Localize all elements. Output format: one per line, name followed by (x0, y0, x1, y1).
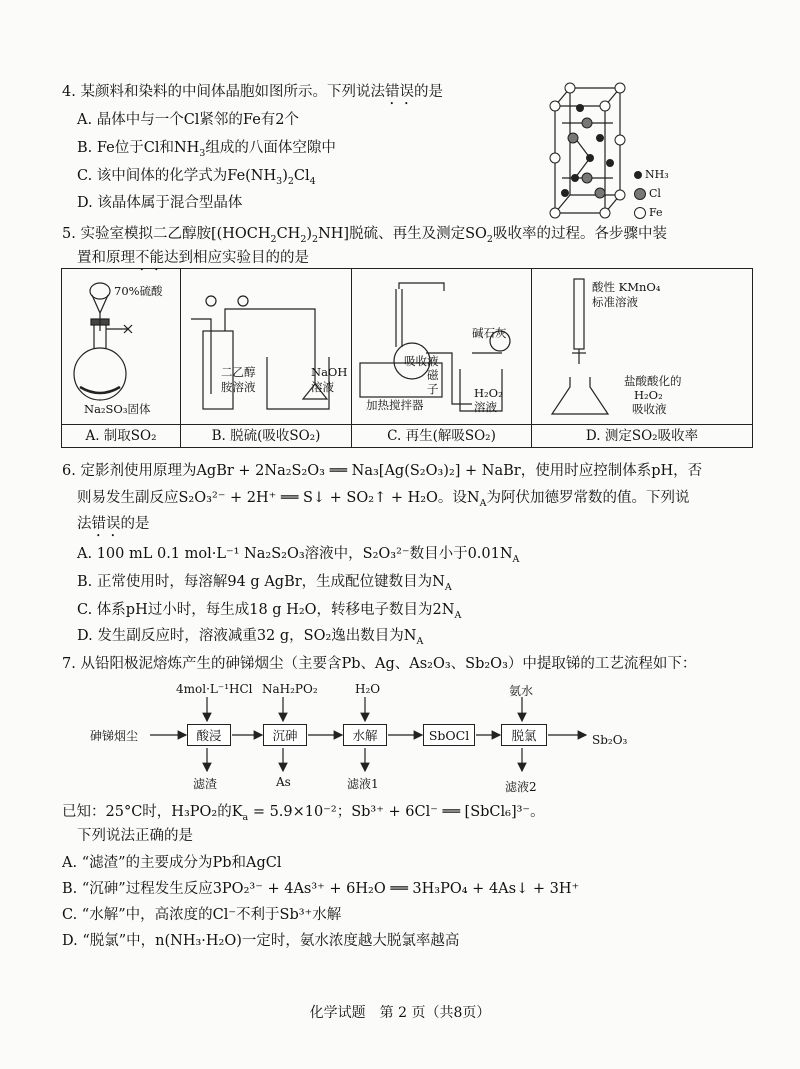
cl-marker-icon (634, 188, 646, 200)
caption-d: D. 测定SO₂吸收率 (532, 424, 752, 447)
flow-box-acid-leach: 酸浸 (187, 724, 231, 746)
caption-a: A. 制取SO₂ (62, 424, 180, 447)
q4-option-a: A. 晶体中与一个Cl紧邻的Fe有2个 (77, 112, 299, 128)
q6-option-b: B. 正常使用时，每溶解94 g AgBr，生成配位键数目为$N_A$ (77, 574, 452, 593)
q6-option-c: C. 体系pH过小时，每生成18 g H₂O，转移电子数目为$2N_A$ (77, 602, 462, 621)
apparatus-d (532, 269, 752, 447)
flow-output-residue: 滤渣 (193, 777, 218, 791)
q4-option-b: B. Fe位于Cl和$NH_3$组成的八面体空隙中 (77, 140, 336, 159)
flow-input-ammonia: 氨水 (509, 684, 534, 698)
crystal-cell-diagram (545, 78, 635, 223)
flow-input-nah2po2: NaH₂PO₂ (262, 682, 318, 696)
q7-option-c: C. “水解”中，高浓度的Cl⁻不利于Sb³⁺水解 (62, 907, 342, 923)
q6-stem-line3: 法错误的是 (77, 516, 150, 532)
q4-option-d: D. 该晶体属于混合型晶体 (77, 195, 243, 211)
q4-stem: 4. 某颜料和染料的中间体晶胞如图所示。下列说法错误的是 (62, 84, 443, 100)
flow-box-hydrolysis: 水解 (343, 724, 387, 746)
label-kmno4: 酸性 KMnO₄ (592, 280, 661, 294)
q5-stem-line2: 置和原理不能达到相应实验目的的是 (77, 250, 309, 266)
label-na2so3: Na₂SO₃固体 (84, 402, 151, 416)
label-diethanolamine-1: 二乙醇 (221, 365, 256, 379)
label-naoh-1: NaOH (311, 365, 348, 379)
label-stirrer-bar: 子 (427, 382, 439, 396)
label-diethanolamine-2: 胺溶液 (221, 380, 256, 394)
apparatus-table (61, 268, 753, 448)
q6-option-a: A. 100 mL 0.1 mol·L⁻¹ Na₂S₂O₃溶液中，S₂O₃²⁻数目小于$0.01N_A$ (77, 546, 520, 565)
apparatus-c (352, 269, 532, 447)
flow-output-as: As (276, 775, 291, 789)
q7-option-a: A. “滤渣”的主要成分为Pb和AgCl (62, 855, 282, 871)
fe-marker-icon (634, 207, 646, 219)
q7-known: 已知：25°C时，H₃PO₂的$K_a = 5.9\times 10^{-2}$；Sb³⁺ + 6Cl⁻ ══ [SbCl₆]³⁻。 (62, 804, 545, 823)
label-heating-stirrer: 加热搅拌器 (366, 398, 424, 412)
flow-input-hcl: 4mol·L⁻¹HCl (176, 682, 253, 696)
q7-option-b: B. “沉砷”过程发生反应3PO₂³⁻ + 4As³⁺ + 6H₂O ══ 3H₃PO₄ + 4As↓ + 3H⁺ (62, 881, 580, 897)
label-sulfuric-acid: 70%硫酸 (114, 284, 163, 298)
label-soda-lime: 碱石灰 (472, 326, 507, 340)
flow-box-dechlorination: 脱氯 (501, 724, 547, 746)
label-naoh-2: 溶液 (311, 380, 334, 394)
page-footer: 化学试题 第 2 页（共8页） (309, 1005, 491, 1021)
flow-output-filtrate1: 滤液1 (347, 777, 379, 791)
label-absorption-solution: 吸收液 (632, 402, 667, 416)
nh3-marker-icon (634, 171, 642, 179)
label-standard-solution: 标准溶液 (592, 295, 638, 309)
label-absorbent: 吸收液 (404, 354, 439, 368)
label-c-solution: 溶液 (474, 400, 497, 414)
label-magnet: 磁 (427, 368, 439, 382)
legend-cl: Cl (634, 187, 661, 200)
q6-stem-line1: 6. 定影剂使用原理为AgBr + 2Na₂S₂O₃ ══ Na₃[Ag(S₂O₃)₂] + NaBr，使用时应控制体系pH，否 (62, 463, 703, 479)
apparatus-a (62, 269, 181, 447)
q5-stem-line1: 5. 实验室模拟二乙醇胺$[(HOCH_2CH_2)_2NH]$脱硫、再生及测定$SO_2$吸收率的过程。各步骤中装 (62, 226, 667, 245)
q7-stem: 7. 从铅阳极泥熔炼产生的砷锑烟尘（主要含Pb、Ag、As₂O₃、Sb₂O₃）中提取锑的工艺流程如下： (62, 656, 697, 672)
legend-fe: Fe (634, 206, 663, 219)
flow-output-filtrate2: 滤液2 (505, 780, 537, 794)
q6-stem-line2: 则易发生副反应S₂O₃²⁻ + 2H⁺ ══ S↓ + SO₂↑ + H₂O。设$N_A$为阿伏加德罗常数的值。下列说 (77, 490, 690, 509)
label-h2o2: H₂O₂ (474, 386, 503, 400)
label-d-h2o2: H₂O₂ (634, 388, 663, 402)
caption-c: C. 再生(解吸SO₂) (352, 424, 531, 447)
legend-nh3: NH₃ (634, 168, 669, 181)
q7-option-d: D. “脱氯”中，n(NH₃·H₂O)一定时，氨水浓度越大脱氯率越高 (62, 933, 460, 949)
flow-input-h2o: H₂O (355, 682, 381, 696)
label-hcl-acidified: 盐酸酸化的 (624, 374, 682, 388)
apparatus-b (181, 269, 352, 447)
flow-box-sbocl: SbOCl (423, 724, 475, 746)
caption-b: B. 脱硫(吸收SO₂) (181, 424, 351, 447)
flow-end: Sb₂O₃ (592, 733, 628, 747)
absorption-apparatus-icon (181, 269, 350, 424)
q6-option-d: D. 发生副反应时，溶液减重32 g，SO₂逸出数目为$N_A$ (77, 628, 424, 647)
q4-option-c: C. 该中间体的化学式为$Fe(NH_3)_2Cl_4$ (77, 168, 316, 187)
flow-box-arsenic-precipitation: 沉砷 (263, 724, 307, 746)
flow-start: 砷锑烟尘 (90, 729, 139, 743)
q7-ask: 下列说法正确的是 (77, 828, 193, 844)
